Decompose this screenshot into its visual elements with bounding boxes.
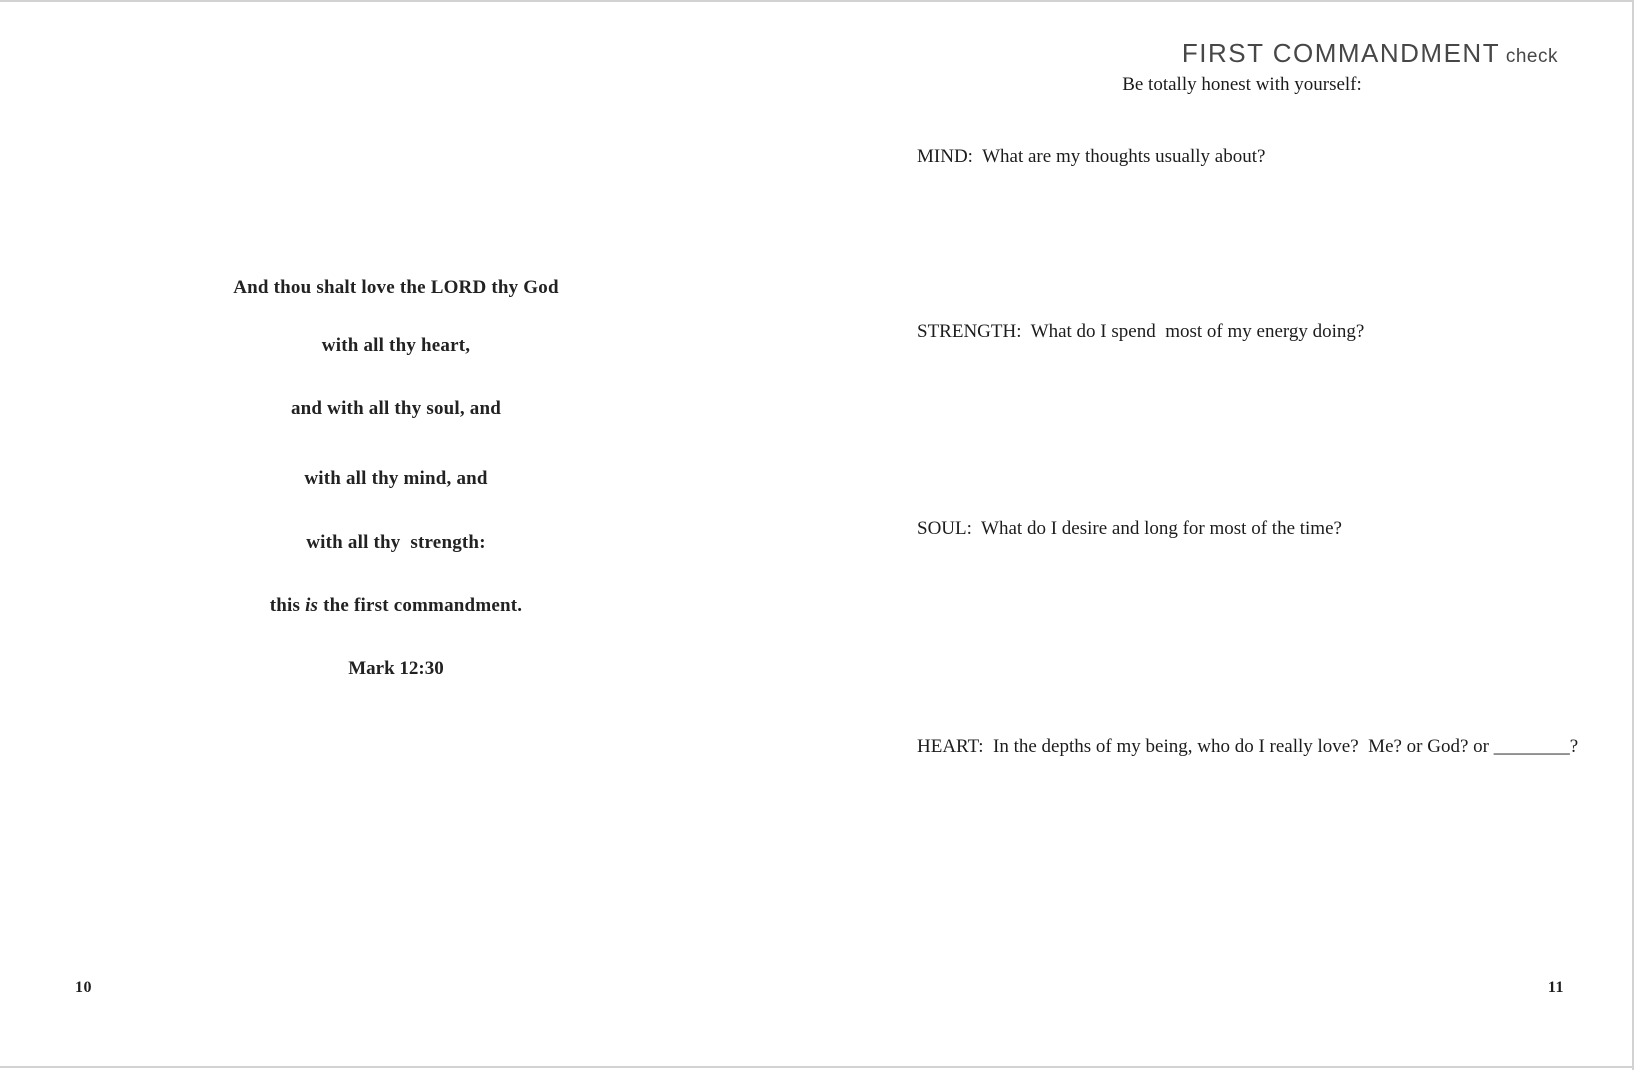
page-number-right: 11 [1547,979,1564,996]
verse-line-1: And thou shalt love the LORD thy God [233,277,559,298]
page-number-left: 10 [75,979,92,996]
verse-line-5: with all thy strength: [306,532,486,553]
verse-reference: Mark 12:30 [348,658,444,679]
question-mind: MIND: What are my thoughts usually about? [917,146,1266,167]
chapter-title-text: FIRST COMMANDMENT [1181,38,1501,68]
verse-line-6-pre: this [269,595,306,616]
verse-line-6-post: the first commandment. [318,595,523,616]
verse-line-6-emphasis: is [305,595,319,616]
verse-line-2: with all thy heart, [321,335,471,356]
chapter-title [1182,38,1558,69]
question-strength: STRENGTH: What do I spend most of my energy doing? [917,321,1365,342]
verse-line-3: and with all thy soul, and [290,398,502,419]
verse-line-4: with all thy mind, and [304,468,488,489]
right-page [817,0,1634,1070]
chapter-title-suffix: check [1500,46,1558,67]
question-heart: HEART: In the depths of my being, who do I really love? Me? or God? or ________? [917,736,1579,757]
verse-line-6 [0,595,792,617]
subtitle: Be totally honest with yourself: [1122,74,1362,95]
question-soul: SOUL: What do I desire and long for most of the time? [917,518,1342,539]
